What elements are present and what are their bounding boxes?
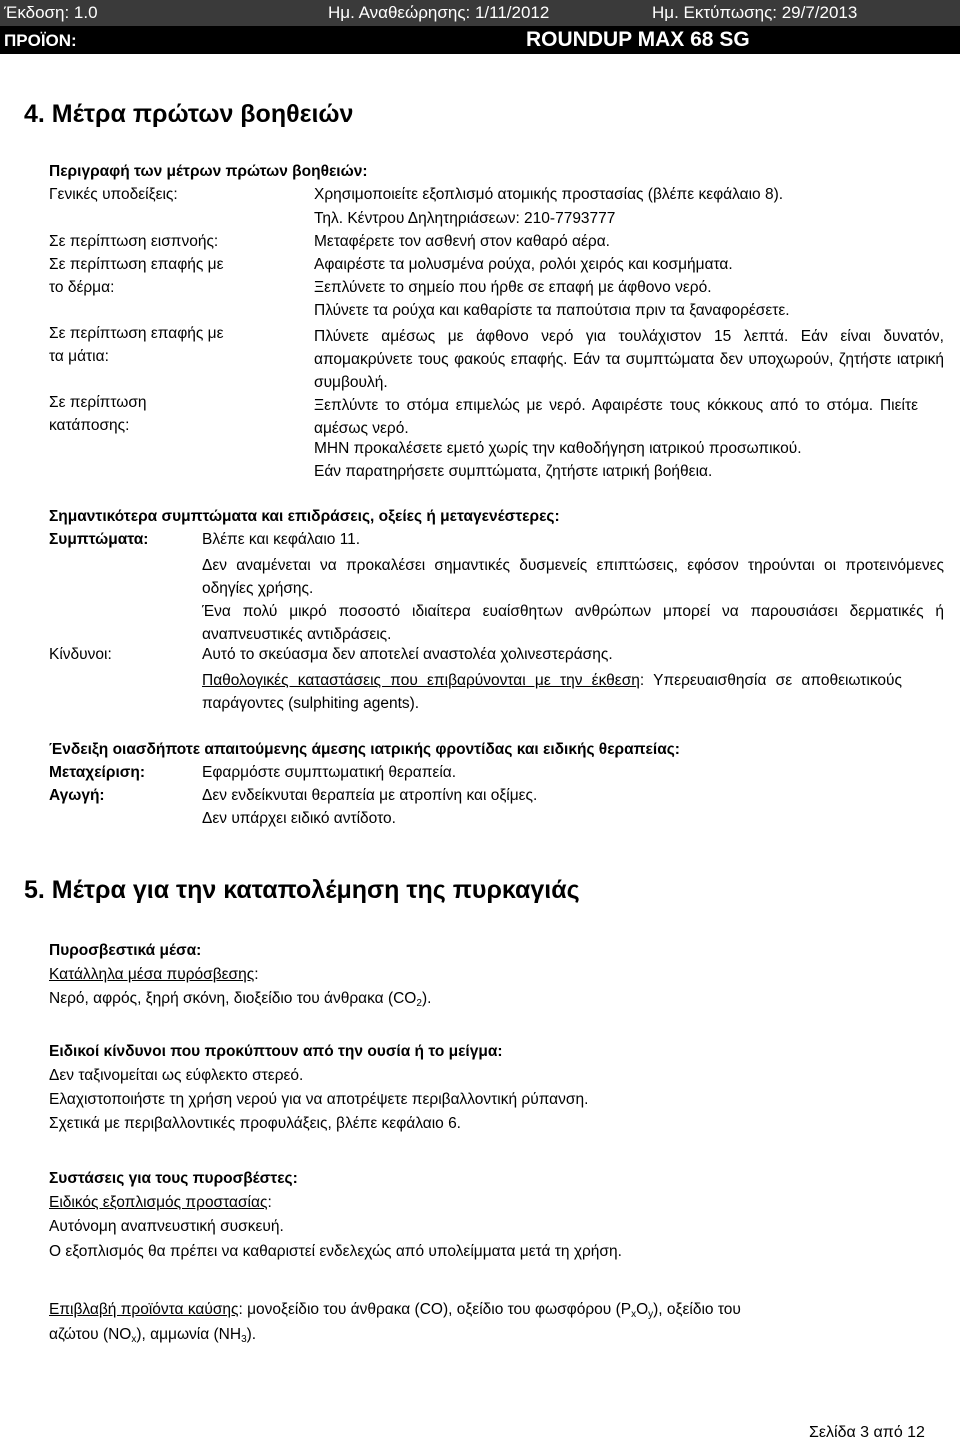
inhalation-text: Μεταφέρετε τον ασθενή στον καθαρό αέρα. <box>314 233 610 250</box>
advice-2: Ο εξοπλισμός θα πρέπει να καθαριστεί ενδελεχώς από υπολείμματα μετά τη χρήση. <box>49 1243 622 1260</box>
print-date: Ημ. Εκτύπωσης: 29/7/2013 <box>652 3 858 22</box>
page-number: Σελίδα 3 από 12 <box>809 1424 925 1441</box>
combustion-text-4: ), αμμωνία (NH <box>136 1326 242 1343</box>
eyes-label: Σε περίπτωση επαφής με <box>49 325 224 342</box>
version: Έκδοση: 1.0 <box>4 3 98 22</box>
hazards-text-1: Αυτό το σκεύασμα δεν αποτελεί αναστολέα χολινεστεράσης. <box>202 646 613 663</box>
ingestion-label: Σε περίπτωση <box>49 394 147 411</box>
suitable-media-title: Κατάλληλα μέσα πυρόσβεσης <box>49 966 255 983</box>
general-label: Γενικές υποδείξεις: <box>49 186 178 203</box>
header-meta-bar <box>0 0 960 26</box>
header-product-bar <box>0 26 960 54</box>
treatment-label: Αγωγή: <box>49 787 105 804</box>
special-hazards-2: Ελαχιστοποιήστε τη χρήση νερού για να αποτρέψετε περιβαλλοντική ρύπανση. <box>49 1091 589 1108</box>
skin-text-3: Πλύνετε τα ρούχα και καθαρίστε τα παπούτσια πριν τα ξαναφορέσετε. <box>314 302 790 319</box>
suitable-media-label <box>49 966 259 984</box>
hazards-text-2 <box>202 669 902 715</box>
first-aid-description-heading: Περιγραφή των μέτρων πρώτων βοηθειών: <box>49 163 368 180</box>
skin-text-1: Αφαιρέστε τα μολυσμένα ρούχα, ρολόι χειρός και κοσμήματα. <box>314 256 733 273</box>
ingestion-label-2: κατάποσης: <box>49 417 130 434</box>
skin-label: Σε περίπτωση επαφής με <box>49 256 224 273</box>
firefighter-advice-heading: Συστάσεις για τους πυροσβέστες: <box>49 1170 298 1187</box>
product-label: ΠΡΟΪΟΝ: <box>4 31 77 50</box>
subscript-x: x <box>631 1309 637 1320</box>
eyes-label-2: τα μάτια: <box>49 348 109 365</box>
combustion-o: O <box>636 1301 649 1318</box>
combustion-text-5: ). <box>246 1326 257 1343</box>
combustion-text-1: : μονοξείδιο του άνθρακα (CO), οξείδιο του φωσφόρου (P <box>238 1301 632 1318</box>
inhalation-label: Σε περίπτωση εισπνοής: <box>49 233 219 250</box>
advice-1: Αυτόνομη αναπνευστική συσκευή. <box>49 1218 284 1235</box>
combustion-products <box>49 1297 945 1347</box>
subscript-y: y <box>648 1309 654 1320</box>
skin-label-2: το δέρμα: <box>49 279 115 296</box>
section-4-title: 4. Μέτρα πρώτων βοηθειών <box>24 100 354 128</box>
extinguishing-media-heading: Πυροσβεστικά μέσα: <box>49 942 202 959</box>
medical-attention-heading: Ένδειξη οιασδήποτε απαιτούμενης άμεσης ιατρικής φροντίδας και ειδικής θεραπείας: <box>49 741 680 758</box>
media-text-pre: Νερό, αφρός, ξηρή σκόνη, διοξείδιο του άνθρακα (CO <box>49 990 417 1007</box>
special-hazards-1: Δεν ταξινομείται ως εύφλεκτο στερεό. <box>49 1067 304 1084</box>
protective-equipment-colon: : <box>267 1194 272 1211</box>
ingestion-text-3: Εάν παρατηρήσετε συμπτώματα, ζητήστε ιατρική βοήθεια. <box>314 463 713 480</box>
symptoms-text-1: Βλέπε και κεφάλαιο 11. <box>202 531 361 548</box>
aggravated-conditions-label: Παθολογικές καταστάσεις που επιβαρύνονται με την έκθεση <box>202 672 640 689</box>
treatment-text-2: Δεν υπάρχει ειδικό αντίδοτο. <box>202 810 396 827</box>
media-text-post: ). <box>421 990 432 1007</box>
subscript-3: 3 <box>241 1334 247 1345</box>
handling-label: Μεταχείριση: <box>49 764 145 781</box>
combustion-text-3: αζώτου (NO <box>49 1326 132 1343</box>
ingestion-text-2: ΜΗΝ προκαλέσετε εμετό χωρίς την καθοδήγηση ιατρικού προσωπικού. <box>314 440 802 457</box>
skin-text-2: Ξεπλύνετε το σημείο που ήρθε σε επαφή με άφθονο νερό. <box>314 279 712 296</box>
symptoms-heading: Σημαντικότερα συμπτώματα και επιδράσεις, οξείες ή μεταγενέστερες: <box>49 508 560 525</box>
suitable-media-colon: : <box>254 966 259 983</box>
eyes-text: Πλύνετε αμέσως με άφθονο νερό για τουλάχιστον 15 λεπτά. Εάν είναι δυνατόν, απομακρύνετε τους φακούς επαφής. Εάν τα συμπτώματα δεν υποχωρούν, ζητήστε ιατρική συμβουλή. <box>314 328 944 391</box>
special-hazards-3: Σχετικά με περιβαλλοντικές προφυλάξεις, βλέπε κεφάλαιο 6. <box>49 1115 461 1132</box>
product-name: ROUNDUP MAX 68 SG <box>526 28 750 51</box>
subscript-x-2: x <box>131 1334 137 1345</box>
symptoms-text-3: Ένα πολύ μικρό ποσοστό ιδιαίτερα ευαίσθητων ανθρώπων μπορεί να παρουσιάσει δερματικές ή αναπνευστικές αντιδράσεις. <box>202 603 944 643</box>
handling-text: Εφαρμόστε συμπτωματική θεραπεία. <box>202 764 457 781</box>
treatment-text-1: Δεν ενδείκνυται θεραπεία με ατροπίνη και οξίμες. <box>202 787 538 804</box>
section-5-title: 5. Μέτρα για την καταπολέμηση της πυρκαγιάς <box>24 876 580 904</box>
hazards-label: Κίνδυνοι: <box>49 646 112 663</box>
revision-date: Ημ. Αναθεώρησης: 1/11/2012 <box>328 3 550 22</box>
combustion-text-2: ), οξείδιο του <box>653 1301 741 1318</box>
poison-center: Τηλ. Κέντρου Δηλητηριάσεων: 210-7793777 <box>314 210 616 227</box>
aggravated-conditions-text: : Υπερευαισθησία σε αποθειωτικούς παράγοντες (sulphiting agents). <box>202 672 902 712</box>
ingestion-text: Ξεπλύντε το στόμα επιμελώς με νερό. Αφαιρέστε τους κόκκους από το στόμα. Πιείτε αμέσως νερό. <box>314 397 918 437</box>
protective-equipment-label <box>49 1194 272 1212</box>
symptoms-label: Συμπτώματα: <box>49 531 149 548</box>
suitable-media-text <box>49 990 431 1008</box>
protective-equipment-title: Ειδικός εξοπλισμός προστασίας <box>49 1194 268 1211</box>
co2-subscript: 2 <box>416 998 422 1009</box>
combustion-products-label: Επιβλαβή προϊόντα καύσης <box>49 1301 239 1318</box>
special-hazards-heading: Ειδικοί κίνδυνοι που προκύπτουν από την ουσία ή το μείγμα: <box>49 1043 503 1060</box>
symptoms-text-2: Δεν αναμένεται να προκαλέσει σημαντικές δυσμενείς επιπτώσεις, εφόσον τηρούνται οι προτεινόμενες οδηγίες χρήσης. <box>202 557 944 597</box>
general-text: Χρησιμοποιείτε εξοπλισμό ατομικής προστασίας (βλέπε κεφάλαιο 8). <box>314 186 784 203</box>
